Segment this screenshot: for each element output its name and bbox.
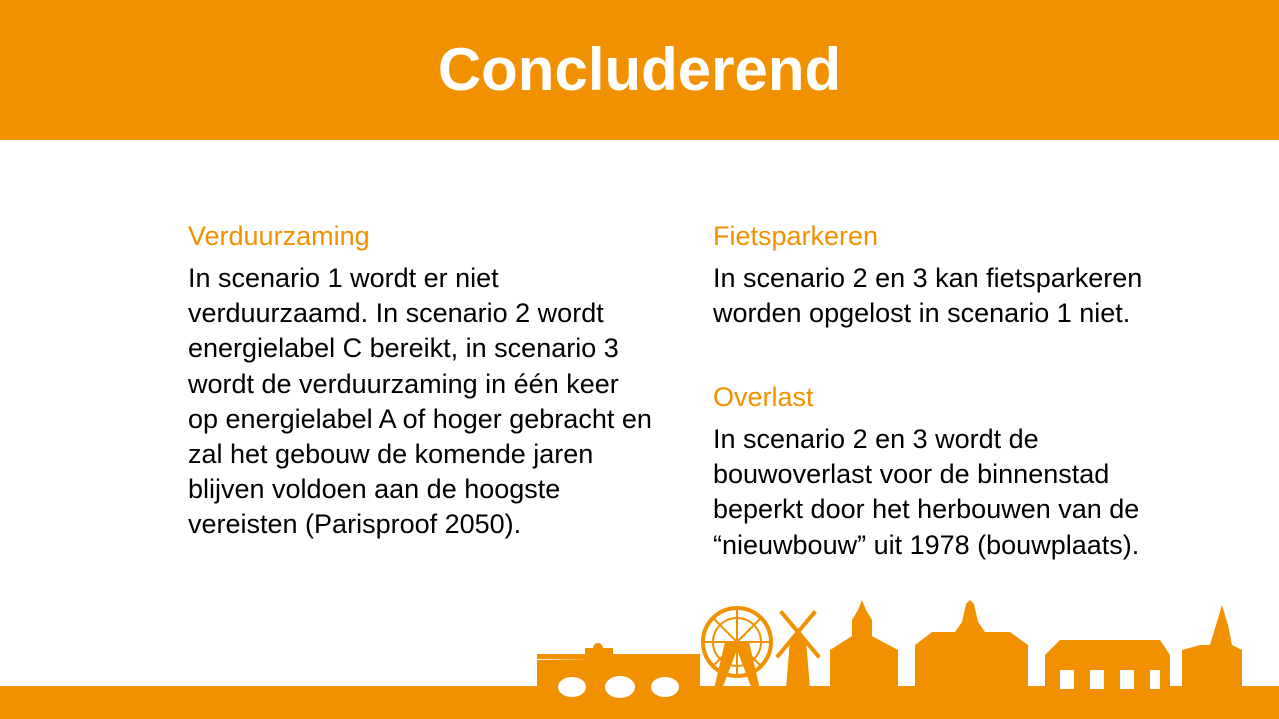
section-heading-overlast: Overlast xyxy=(713,382,814,412)
section-heading-fietsparkeren: Fietsparkeren xyxy=(713,221,879,251)
body-line: In scenario 2 en 3 kan fietsparkeren xyxy=(713,263,1143,293)
section-body-verduurzaming xyxy=(188,261,703,543)
body-line: op energielabel A of hoger gebracht en xyxy=(188,403,652,434)
body-line: bouwoverlast voor de binnenstad xyxy=(713,459,1110,490)
body-line: In scenario 1 wordt er niet xyxy=(188,263,499,293)
body-line: blijven voldoen aan de hoogste xyxy=(188,474,561,505)
body-line: worden opgelost in scenario 1 niet. xyxy=(713,298,1131,329)
section-fietsparkeren xyxy=(713,220,1213,331)
page-title: Concluderend xyxy=(437,36,842,103)
section-body-overlast xyxy=(713,422,1213,563)
footer-band xyxy=(0,686,1279,719)
section-overlast xyxy=(713,381,1213,563)
body-line: wordt de verduurzaming in één keer xyxy=(188,368,619,399)
city-skyline-illustration xyxy=(0,590,1279,719)
body-line: In scenario 2 en 3 wordt de xyxy=(713,424,1039,454)
body-line: beperkt door het herbouwen van de xyxy=(713,494,1140,525)
body-line: vereisten (Parisproof 2050). xyxy=(188,509,522,540)
body-line: energielabel C bereikt, in scenario 3 xyxy=(188,333,619,364)
body-line: verduurzaamd. In scenario 2 wordt xyxy=(188,298,604,329)
tower-icon xyxy=(1182,605,1242,689)
ferris-wheel-icon xyxy=(703,608,771,689)
body-line: “nieuwbouw” uit 1978 (bouwplaats). xyxy=(713,529,1140,560)
town-hall-icon xyxy=(915,600,1028,689)
section-body-fietsparkeren xyxy=(713,261,1213,331)
section-verduurzaming xyxy=(188,220,703,543)
body-line: zal het gebouw de komende jaren xyxy=(188,439,594,470)
church-icon xyxy=(830,600,898,689)
section-heading-verduurzaming: Verduurzaming xyxy=(188,221,370,251)
title-banner xyxy=(0,0,1279,140)
windmill-icon xyxy=(775,610,820,689)
